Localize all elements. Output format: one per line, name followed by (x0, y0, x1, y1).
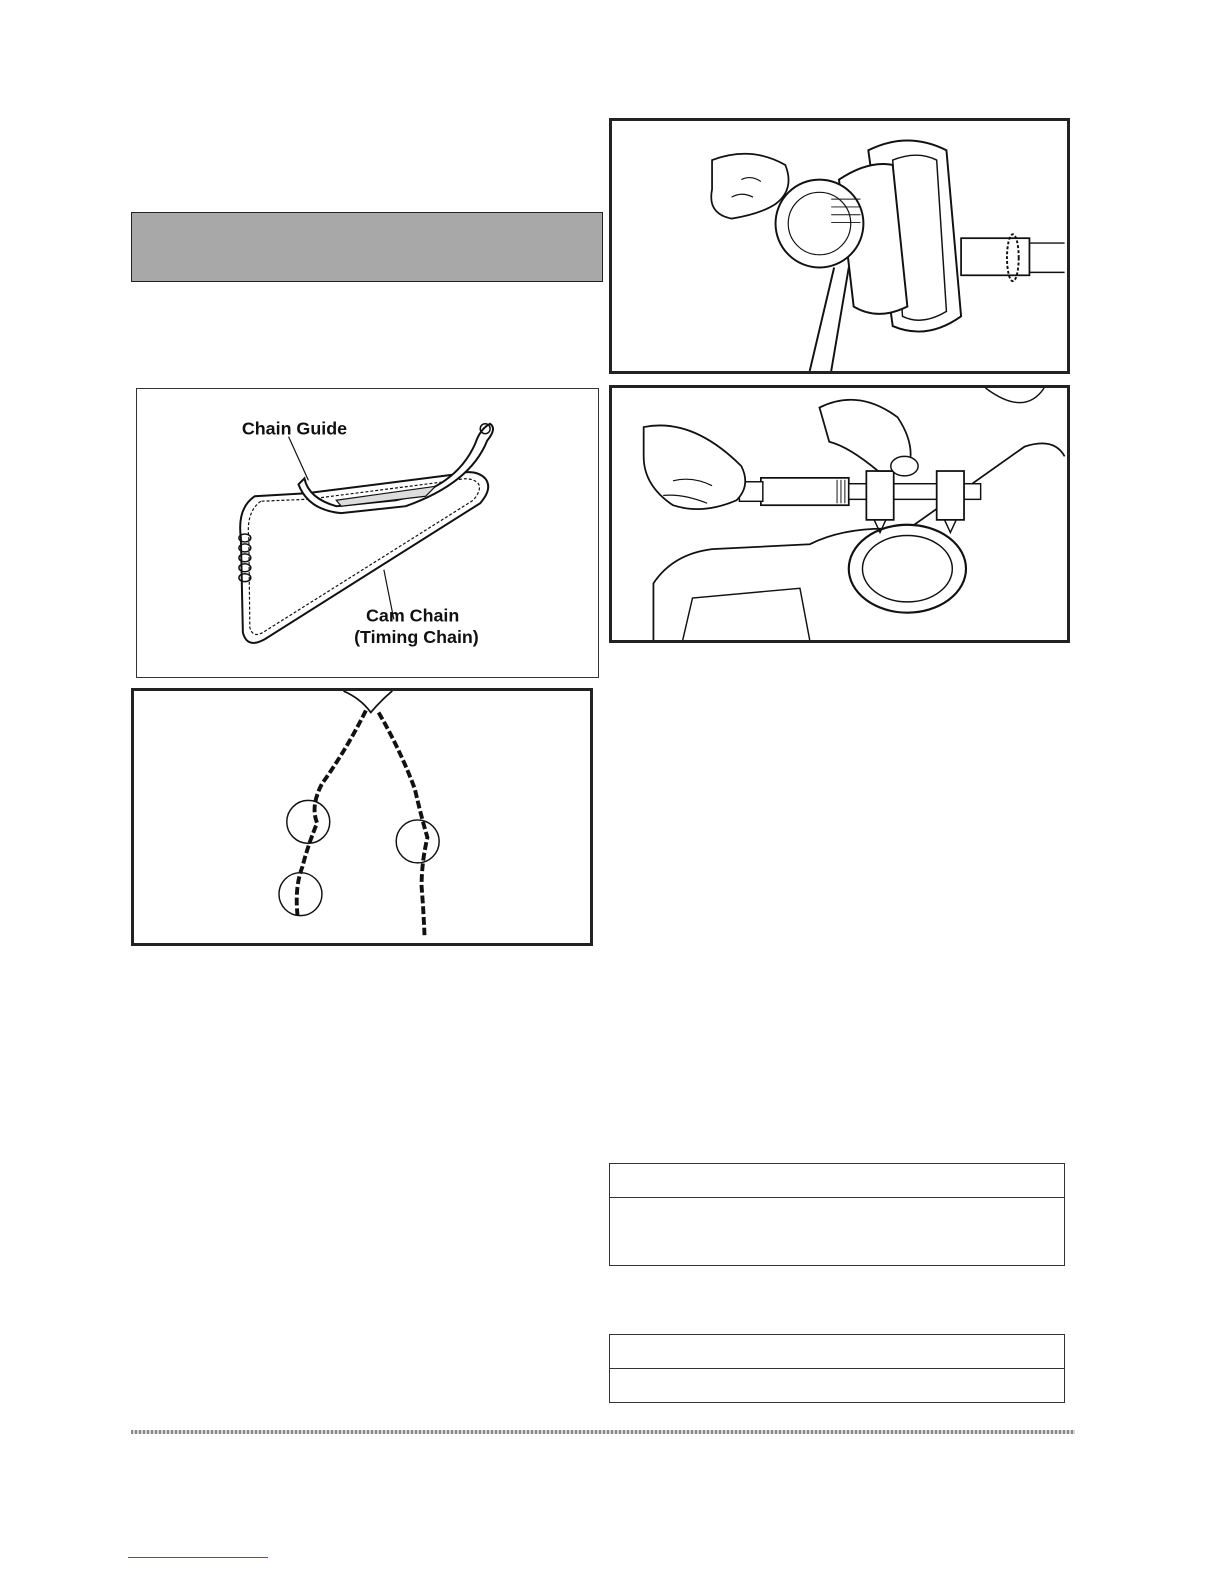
label-cam-chain: Cam Chain (366, 605, 460, 626)
label-timing-chain: (Timing Chain) (354, 627, 479, 648)
micrometer-measuring-bore-icon (612, 388, 1067, 640)
spec-table-1 (609, 1163, 1065, 1266)
spec-table-1-body (610, 1198, 1064, 1265)
figure-micrometer-pulley (609, 118, 1070, 374)
spec-table-2 (609, 1334, 1065, 1403)
figure-cam-chain (136, 388, 599, 678)
chain-wear-inspection-icon (134, 691, 590, 943)
footer-divider (131, 1430, 1075, 1434)
spec-table-2-body (610, 1369, 1064, 1402)
label-chain-guide: Chain Guide (241, 418, 348, 439)
spec-table-1-header (610, 1164, 1064, 1198)
footer-link[interactable] (128, 1557, 268, 1558)
section-header-bar (131, 212, 603, 282)
figure-chain-inspection (131, 688, 593, 946)
spec-table-2-header (610, 1335, 1064, 1369)
figure-micrometer-bore (609, 385, 1070, 643)
micrometer-measuring-pulley-icon (612, 121, 1067, 371)
cam-chain-illustration (137, 389, 598, 677)
